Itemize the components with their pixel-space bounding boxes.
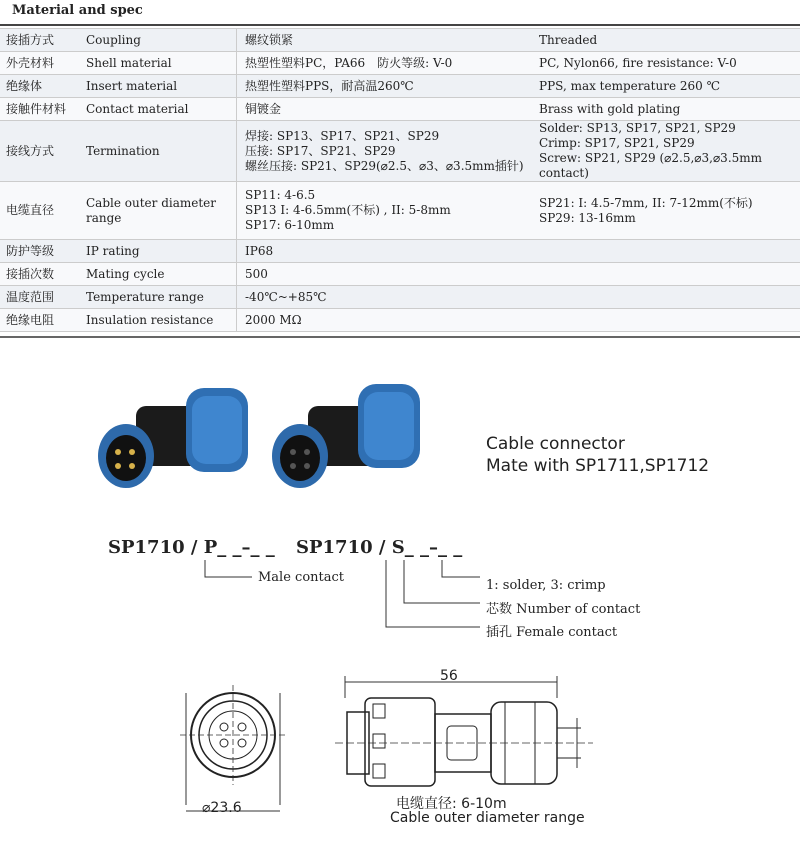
connector-photos (96, 378, 266, 494)
spec-label-cn: 电缆直径 (0, 182, 80, 240)
section-title: Material and spec (12, 3, 143, 18)
product-title: Cable connector (486, 434, 625, 454)
cable-range-en: Cable outer diameter range (390, 810, 585, 826)
spec-value-en-line: Crimp: SP17, SP21, SP29 (539, 136, 695, 150)
side-view-drawing (335, 668, 595, 798)
contact-count-label: 芯数 Number of contact (486, 602, 641, 617)
spec-value-en: Brass with gold plating (533, 98, 800, 121)
spec-value-cn: 热塑性塑料PPS，耐高温260℃ (237, 75, 534, 98)
male-part-number: SP1710 / P_ _–_ _ (108, 537, 275, 558)
male-connector-photo (98, 388, 248, 488)
spec-value-cn: 铜镀金 (237, 98, 534, 121)
female-connector-photo (268, 378, 438, 494)
spec-label-cn: 防护等级 (0, 240, 80, 263)
spec-label-en: Cable outer diameter range (80, 182, 237, 240)
female-contact-label: 插孔 Female contact (486, 625, 618, 640)
spec-value-en: PPS, max temperature 260 ℃ (533, 75, 800, 98)
spec-value-en-line: Solder: SP13, SP17, SP21, SP29 (539, 121, 736, 135)
spec-label-en: Insulation resistance (80, 309, 237, 332)
spec-row (0, 263, 800, 286)
spec-row (0, 52, 800, 75)
spec-label-cn: 绝缘体 (0, 75, 80, 98)
section-header (0, 0, 800, 26)
spec-label-cn: 接插次数 (0, 263, 80, 286)
spec-value-cn: IP68 (237, 240, 534, 263)
cable-range-cn: 电缆直径: 6-10m (396, 796, 507, 812)
spec-table (0, 28, 800, 332)
spec-row (0, 75, 800, 98)
spec-value-en (533, 240, 800, 263)
spec-row (0, 98, 800, 121)
spec-value-en (533, 286, 800, 309)
spec-label-en: Mating cycle (80, 263, 237, 286)
spec-value-cn-line: SP17: 6-10mm (245, 218, 335, 232)
spec-label-cn: 接触件材料 (0, 98, 80, 121)
spec-value-cn: 螺纹锁紧 (237, 29, 534, 52)
spec-row (0, 286, 800, 309)
termination-option-label: 1: solder, 3: crimp (486, 578, 606, 593)
spec-label-en: Insert material (80, 75, 237, 98)
spec-label-en: IP rating (80, 240, 237, 263)
spec-value-en: Threaded (533, 29, 800, 52)
spec-value-cn: 热塑性塑料PC，PA66 防火等级: V-0 (237, 52, 534, 75)
spec-label-cn: 接插方式 (0, 29, 80, 52)
spec-value-cn-line: SP11: 4-6.5 (245, 188, 316, 202)
spec-value-en: PC, Nylon66, fire resistance: V-0 (533, 52, 800, 75)
spec-row (0, 121, 800, 182)
spec-label-en: Shell material (80, 52, 237, 75)
spec-label-en: Coupling (80, 29, 237, 52)
spec-label-en: Temperature range (80, 286, 237, 309)
spec-label-en: Termination (80, 121, 237, 182)
female-part-number: SP1710 / S_ _–_ _ (296, 537, 463, 558)
length-dimension: 56 (440, 668, 458, 684)
spec-label-en: Contact material (80, 98, 237, 121)
spec-label-cn: 接线方式 (0, 121, 80, 182)
spec-label-cn: 温度范围 (0, 286, 80, 309)
spec-value-cn: 500 (237, 263, 534, 286)
spec-row (0, 29, 800, 52)
product-description (486, 433, 709, 477)
spec-value-cn: 2000 MΩ (237, 309, 534, 332)
spec-value-en (533, 121, 800, 182)
spec-value-en (533, 182, 800, 240)
product-mate: Mate with SP1711,SP1712 (486, 456, 710, 476)
spec-value-cn (237, 121, 534, 182)
spec-value-cn (237, 182, 534, 240)
spec-value-en-line: SP21: I: 4.5-7mm, II: 7-12mm(不标) (539, 195, 753, 210)
spec-value-en (533, 309, 800, 332)
spec-value-cn: -40℃~+85℃ (237, 286, 534, 309)
spec-value-en (533, 263, 800, 286)
spec-value-cn-line: 压接: SP17、SP21、SP29 (245, 143, 396, 158)
diameter-dimension: ⌀23.6 (202, 800, 242, 816)
spec-value-en-line: Screw: SP21, SP29 (⌀2.5,⌀3,⌀3.5mm contact) (539, 151, 763, 180)
table-bottom-border (0, 336, 800, 338)
spec-value-cn-line: SP13 I: 4-6.5mm(不标) , II: 5-8mm (245, 203, 451, 217)
spec-row (0, 240, 800, 263)
spec-label-cn: 绝缘电阻 (0, 309, 80, 332)
spec-row (0, 182, 800, 240)
spec-value-cn-line: 螺丝压接: SP21、SP29(⌀2.5、⌀3、⌀3.5mm插针) (245, 158, 524, 173)
male-contact-label: Male contact (258, 570, 345, 585)
spec-value-cn-line: 焊接: SP13、SP17、SP21、SP29 (245, 128, 440, 143)
spec-label-cn: 外壳材料 (0, 52, 80, 75)
part-number-callouts (0, 555, 800, 635)
spec-value-en-line: SP29: 13-16mm (539, 210, 636, 225)
spec-row (0, 309, 800, 332)
